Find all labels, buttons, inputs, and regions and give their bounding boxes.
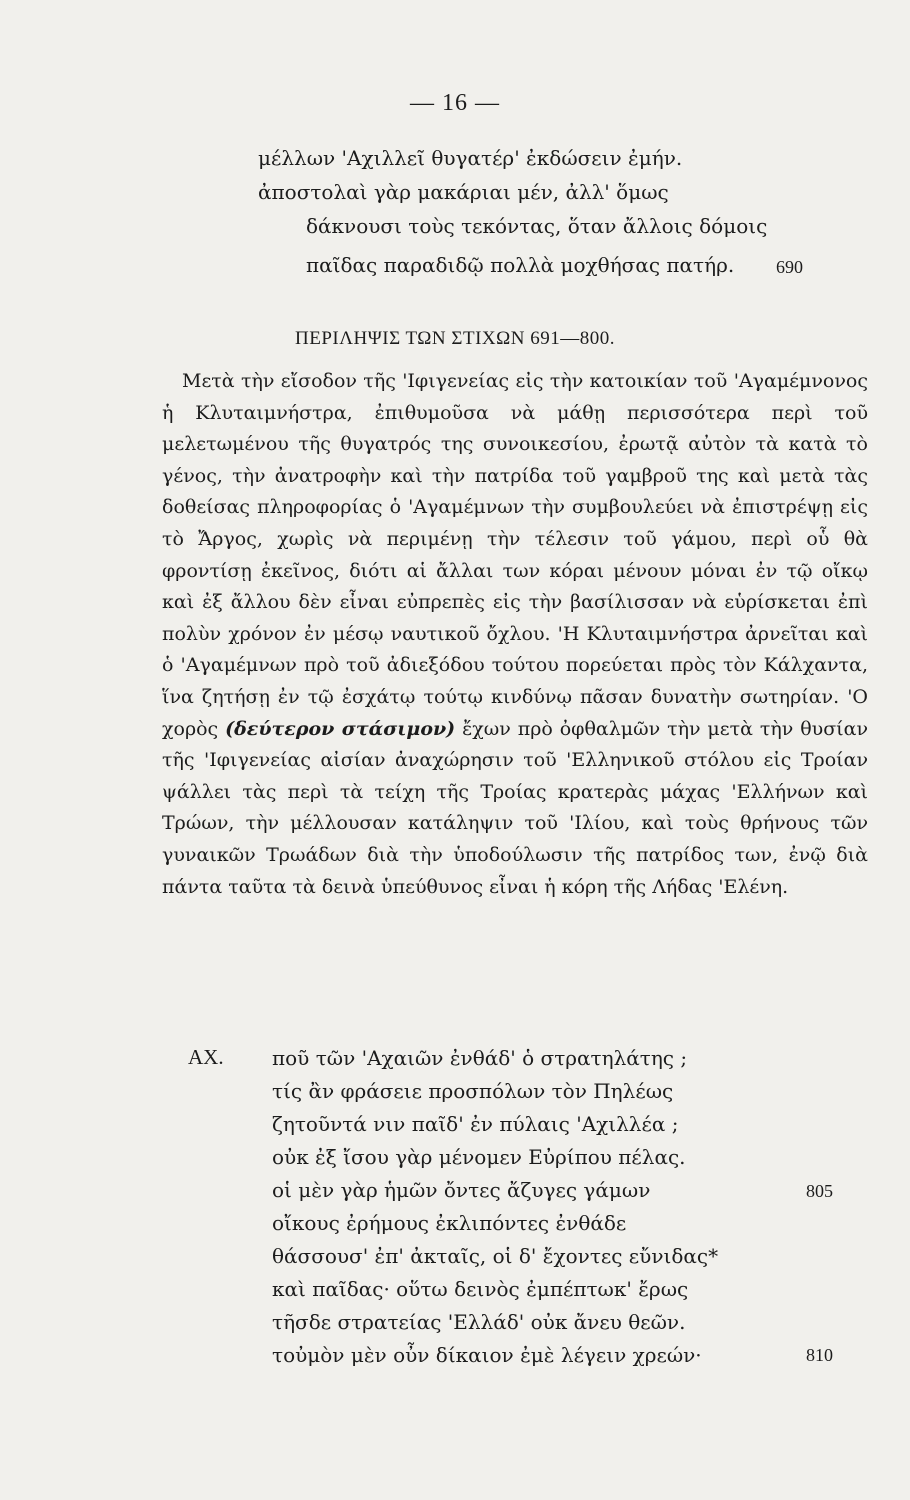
verse-line: τῆσδε στρατείας 'Ελλάδ' οὐκ ἄνευ θεῶν. (272, 1310, 686, 1334)
summary-text: Μετὰ τὴν εἴσοδον τῆς 'Ιφιγενείας εἰς τὴν κατοικίαν τοῦ 'Αγαμέμνονος ἡ Κλυταιμνήστρα, ἐπιθυμοῦσα νὰ μάθῃ περισσότερα περὶ τοῦ μελετωμένου τῆς θυγατρός της συνοικεσίου, ἐρωτᾷ αὐτὸν τὰ κατὰ τὸ γένος, τὴν ἀνατροφὴν καὶ τὴν πατρίδα τοῦ γαμβροῦ της καὶ μετὰ τὰς δοθείσας πληροφορίας ὁ 'Αγαμέμνων τὴν συμβουλεύει νὰ ἐπιστρέψῃ εἰς τὸ Ἄργος, χωρὶς νὰ περιμένῃ τὴν τέλεσιν τοῦ γάμου, περὶ οὗ θὰ φροντίσῃ ἐκεῖνος, διότι αἱ ἄλλαι των κόραι μένουν μόναι ἐν τῷ οἴκῳ καὶ ἐξ ἄλλου δὲν εἶναι εὐπρεπὲς εἰς τὴν βασίλισσαν νὰ εὑρίσκεται ἐπὶ πολὺν χρόνον ἐν μέσῳ ναυτικοῦ ὄχλου. 'Η Κλυταιμνήστρα ἀρνεῖται καὶ ὁ 'Αγαμέμνων πρὸ τοῦ ἀδιεξόδου τούτου πορεύεται πρὸς τὸν Κάλχαντα, ἵνα ζητήσῃ ἐν τῷ ἐσχάτῳ τούτῳ κινδύνῳ πᾶσαν δυνατὴν σωτηρίαν. 'Ο χορὸς (162, 370, 868, 740)
verse-line: δάκνουσι τοὺς τεκόντας, ὅταν ἄλλοις δόμοις (306, 214, 768, 238)
verse-line: θάσσουσ' ἐπ' ἀκταῖς, οἱ δ' ἔχοντες εὔνιδας* (272, 1244, 719, 1268)
summary-paragraph (162, 366, 868, 903)
verse-line: ζητοῦντά νιν παῖδ' ἐν πύλαις 'Αχιλλέα ; (272, 1112, 679, 1136)
line-number: 810 (806, 1345, 833, 1365)
verse-line: τοὐμὸν μὲν οὖν δίκαιον ἐμὲ λέγειν χρεών· (272, 1343, 702, 1367)
verse-line: ἀποστολαὶ γὰρ μακάριαι μέν, ἀλλ' ὅμως (258, 180, 669, 204)
verse-line: οἴκους ἐρήμους ἐκλιπόντες ἐνθάδε (272, 1211, 627, 1235)
verse-line: παῖδας παραδιδῷ πολλὰ μοχθήσας πατήρ. (306, 253, 735, 277)
verse-line: ποῦ τῶν 'Αχαιῶν ἐνθάδ' ὁ στρατηλάτης ; (272, 1046, 688, 1070)
section-heading: ΠΕΡΙΛΗΨΙΣ ΤΩΝ ΣΤΙΧΩΝ 691—800. (295, 328, 615, 349)
page-number: — 16 — (410, 90, 500, 116)
line-number: 690 (776, 257, 803, 277)
verse-line: οὐκ ἐξ ἴσου γὰρ μένομεν Εὐρίπου πέλας. (272, 1145, 686, 1169)
summary-emphasis: (δεύτερον στάσιμον) (225, 717, 456, 740)
line-number: 805 (806, 1181, 833, 1201)
verse-line: μέλλων 'Αχιλλεῖ θυγατέρ' ἐκδώσειν ἐμήν. (258, 146, 683, 170)
verse-line: τίς ἂν φράσειε προσπόλων τὸν Πηλέως (272, 1079, 674, 1103)
speaker-label: ΑΧ. (188, 1045, 224, 1069)
verse-line: οἱ μὲν γὰρ ἡμῶν ὄντες ἄζυγες γάμων (272, 1178, 651, 1202)
summary-text: ἔχων πρὸ ὀφθαλμῶν τὴν μετὰ τὴν θυσίαν τῆς 'Ιφιγενείας αἰσίαν ἀναχώρησιν τοῦ 'Ελληνικοῦ στόλου εἰς Τροίαν ψάλλει τὰς περὶ τὰ τείχη τῆς Τροίας κρατερὰς μάχας 'Ελλήνων καὶ Τρώων, τὴν μέλλουσαν κατάληψιν τοῦ 'Ιλίου, καὶ τοὺς θρήνους τῶν γυναικῶν Τρωάδων διὰ τὴν ὑποδούλωσιν τῆς πατρίδος των, ἐνῷ διὰ πάντα ταῦτα τὰ δεινὰ ὑπεύθυνος εἶναι ἡ κόρη τῆς Λήδας 'Ελένη. (162, 717, 868, 898)
verse-line: καὶ παῖδας· οὕτω δεινὸς ἐμπέπτωκ' ἔρως (272, 1277, 689, 1301)
